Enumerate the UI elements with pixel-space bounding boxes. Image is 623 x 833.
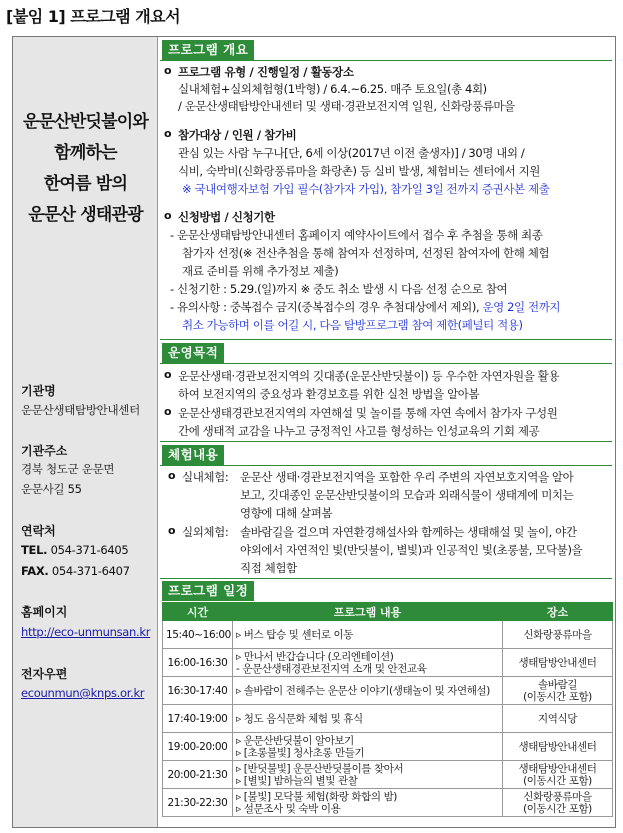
schedule-row: [163, 761, 613, 789]
fax-line: [21, 561, 130, 581]
fax-prefix: FAX.: [21, 564, 49, 578]
schedule-content: [233, 621, 503, 649]
main-title-line: 운문산반딧불이와: [23, 112, 148, 132]
bullet-icon: o: [164, 405, 172, 418]
program-main-title: [13, 107, 158, 231]
schedule-row: [163, 621, 613, 649]
schedule-content: [233, 705, 503, 733]
schedule-content-line: ▹ 설문조사 및 숙박 이용: [236, 802, 341, 815]
schedule-row: [163, 789, 613, 817]
schedule-place: [503, 761, 613, 789]
schedule-table: [162, 602, 613, 817]
schedule-content-line: ▹ [초롱불빛] 청사초롱 만들기: [236, 746, 365, 759]
main-title-line: 한여름 밤의: [43, 174, 128, 194]
schedule-content: [233, 677, 503, 705]
schedule-time: 16:00-16:30: [163, 649, 233, 677]
s1-title: 프로그램 유형 / 진행일정 / 활동장소: [178, 65, 354, 79]
purpose-line-2: 하여 보전지역의 중요성과 환경보호를 위한 실천 방법을 알아봄: [178, 387, 480, 401]
schedule-place: [503, 705, 613, 733]
schedule-body: [163, 621, 613, 817]
homepage-link[interactable]: http://eco-unmunsan.kr: [21, 625, 151, 639]
overview-header: 프로그램 개요: [162, 40, 254, 60]
schedule-header: 프로그램 일정: [162, 581, 254, 601]
indoor-line-2: 보고, 깃대종인 운문산반딧불이의 모습과 외래식물이 생태계에 미치는: [240, 488, 574, 502]
fax-number: 054-371-6407: [51, 564, 130, 578]
contact-label: 연락처: [21, 524, 56, 538]
schedule-place: [503, 789, 613, 817]
schedule-content-line: ▹ [불빛] 모닥불 체험(화랑 화합의 밤): [236, 790, 398, 803]
schedule-content-line: - 운문산생태경관보전지역 소개 및 안전교육: [236, 662, 427, 675]
schedule-row: [163, 733, 613, 761]
schedule-content-line: ▹ 버스 탑승 및 센터로 이동: [236, 628, 353, 641]
schedule-content: [233, 649, 503, 677]
purpose-header: 운영목적: [162, 343, 224, 363]
schedule-place-line: 생태탐방안내센터: [518, 762, 597, 775]
schedule-place-line: 솔바람길: [538, 678, 577, 691]
org-value: 운문산생태탐방안내센터: [21, 403, 140, 417]
schedule-top-divider: [160, 578, 612, 579]
schedule-content-line: ▹ [반딧불빛] 운문산반딧불이를 찾아서: [236, 762, 404, 775]
s1-line-1: 실내체험+실외체험형(1박형) / 6.4.~6.25. 매주 토요일(총 4회): [178, 82, 487, 96]
experience-top-divider: [160, 441, 612, 442]
purpose-line-4: 간에 생태적 교감을 나누고 긍정적인 사고를 형성하는 인성교육의 기회 제공: [178, 424, 540, 438]
schedule-content: [233, 789, 503, 817]
experience-divider: [160, 465, 612, 466]
indoor-line-3: 영향에 대해 살펴봄: [240, 506, 333, 520]
schedule-place-line: (이동시간 포함): [523, 802, 592, 815]
schedule-row: [163, 705, 613, 733]
bullet-icon: o: [164, 368, 172, 381]
address-line-1: 경북 청도군 운문면: [21, 462, 115, 476]
schedule-time: 17:40-19:00: [163, 705, 233, 733]
schedule-place: [503, 677, 613, 705]
experience-header: 체험내용: [162, 445, 224, 465]
schedule-place-line: (이동시간 포함): [523, 774, 592, 787]
s2-insurance-note: ※ 국내여행자보험 가입 필수(참가자 가입), 참가일 3일 전까지 증권사본 제출: [182, 182, 550, 196]
right-content-panel: [160, 37, 615, 827]
col-time-header: 시간: [163, 603, 233, 621]
schedule-place: [503, 621, 613, 649]
s3-cancel-deadline: 운영 2일 전까지: [482, 300, 561, 314]
document-title: [붙임 1] 프로그램 개요서: [6, 7, 181, 26]
schedule-place-line: 생태탐방안내센터: [518, 740, 597, 753]
left-info-panel: [13, 37, 158, 827]
schedule-time: 15:40~16:00: [163, 621, 233, 649]
tel-number: 054-371-6405: [50, 543, 129, 557]
s3-penalty-note: 취소 가능하며 이를 어길 시, 다음 탐방프로그램 참여 제한(페널티 적용): [182, 318, 523, 332]
schedule-place-line: 신화랑풍류마을: [523, 628, 592, 641]
email-label: 전자우편: [21, 667, 68, 681]
program-frame: [12, 36, 616, 828]
purpose-top-divider: [160, 339, 612, 340]
schedule-content: [233, 761, 503, 789]
s3-line-3: 재료 준비를 위해 추가정보 제출): [182, 264, 339, 278]
s3-line-2: 참가자 선정(※ 전산추첨을 통해 참여자 선정하며, 선정된 참여자에 한해 체험: [182, 246, 550, 260]
purpose-divider: [160, 363, 612, 364]
s2-title: 참가대상 / 인원 / 참가비: [178, 128, 297, 142]
schedule-place-line: (이동시간 포함): [523, 690, 592, 703]
outdoor-line-2: 야외에서 자연적인 빛(반딧불이, 별빛)과 인공적인 빛(초롱불, 모닥불)을: [240, 543, 583, 557]
col-place-header: 장소: [503, 603, 613, 621]
s3-caution: - 유의사항 : 중복접수 금지(중복접수의 경우 추첨대상에서 제외),: [170, 300, 480, 314]
s3-title: 신청방법 / 신청기한: [178, 210, 275, 224]
tel-line: [21, 540, 128, 560]
main-title-line: 운문산 생태관광: [28, 205, 143, 225]
schedule-place-line: 신화랑풍류마을: [523, 790, 592, 803]
schedule-time: 20:00-21:30: [163, 761, 233, 789]
bullet-icon: o: [168, 524, 176, 537]
email-link[interactable]: ecounmun@knps.or.kr: [21, 686, 145, 700]
schedule-content: [233, 733, 503, 761]
s3-line-4: - 신청기한 : 5.29.(일)까지 ※ 중도 취소 발생 시 다음 선정 순으로 참여: [170, 282, 508, 296]
s3-line-1: - 운문산생태탐방안내센터 홈페이지 예약사이트에서 접수 후 추첨을 통해 최종: [170, 228, 543, 242]
schedule-time: 21:30-22:30: [163, 789, 233, 817]
schedule-place: [503, 649, 613, 677]
tel-prefix: TEL.: [21, 543, 48, 557]
outdoor-line-1: 솔바람길을 걸으며 자연환경해설사와 함께하는 생태해설 및 놀이, 야간: [240, 525, 577, 539]
outdoor-line-3: 직접 체험함: [240, 561, 297, 575]
bullet-icon: o: [164, 127, 172, 140]
schedule-row: [163, 677, 613, 705]
org-label: 기관명: [21, 384, 56, 398]
address-line-2: 운문사길 55: [21, 482, 82, 496]
bullet-icon: o: [168, 469, 176, 482]
outdoor-label: 실외체험:: [182, 525, 229, 539]
schedule-content-line: ▹ 만나서 반갑습니다 (오리엔테이션): [236, 650, 394, 663]
purpose-line-1: 운문산생태·경관보전지역의 깃대종(운문산반딧불이) 등 우수한 자연자원을 활용: [178, 369, 560, 383]
col-content-header: 프로그램 내용: [233, 603, 503, 621]
schedule-content-line: ▹ 운문산반딧불이 알아보기: [236, 734, 354, 747]
indoor-label: 실내체험:: [182, 470, 229, 484]
bullet-icon: o: [164, 209, 172, 222]
s1-line-2: / 운문산생태탐방안내센터 및 생태·경관보전지역 일원, 신화랑풍류마을: [178, 99, 515, 113]
s3-line-5: [170, 299, 560, 315]
schedule-header-row: [163, 603, 613, 621]
schedule-content-line: ▹ 청도 음식문화 체험 및 휴식: [236, 712, 363, 725]
s2-line-2: 식비, 숙박비(신화랑풍류마을 화랑촌) 등 실비 발생, 체험비는 센터에서 지원: [178, 164, 540, 178]
schedule-content-line: ▹ 솔바람이 전해주는 운문산 이야기(생태놀이 및 자연해설): [236, 684, 490, 697]
homepage-label: 홈페이지: [21, 605, 68, 619]
purpose-line-3: 운문산생태경관보전지역의 자연해설 및 놀이를 통해 자연 속에서 참가자 구성원: [178, 406, 558, 420]
s2-line-1: 관심 있는 사람 누구나[단, 6세 이상(2017년 이전 출생자)] / 30명 내외 /: [178, 146, 525, 160]
indoor-line-1: 운문산 생태·경관보전지역을 포함한 우리 주변의 자연보호지역을 알아: [240, 470, 574, 484]
schedule-place: [503, 733, 613, 761]
bullet-icon: o: [164, 64, 172, 77]
schedule-time: 19:00-20:00: [163, 733, 233, 761]
main-title-line: 함께하는: [54, 143, 117, 163]
schedule-time: 16:30-17:40: [163, 677, 233, 705]
overview-divider: [160, 60, 612, 61]
schedule-content-line: ▹ [별빛] 밤하늘의 별빛 관찰: [236, 774, 358, 787]
schedule-row: [163, 649, 613, 677]
address-label: 기관주소: [21, 444, 68, 458]
schedule-place-line: 지역식당: [538, 712, 577, 725]
schedule-place-line: 생태탐방안내센터: [518, 656, 597, 669]
